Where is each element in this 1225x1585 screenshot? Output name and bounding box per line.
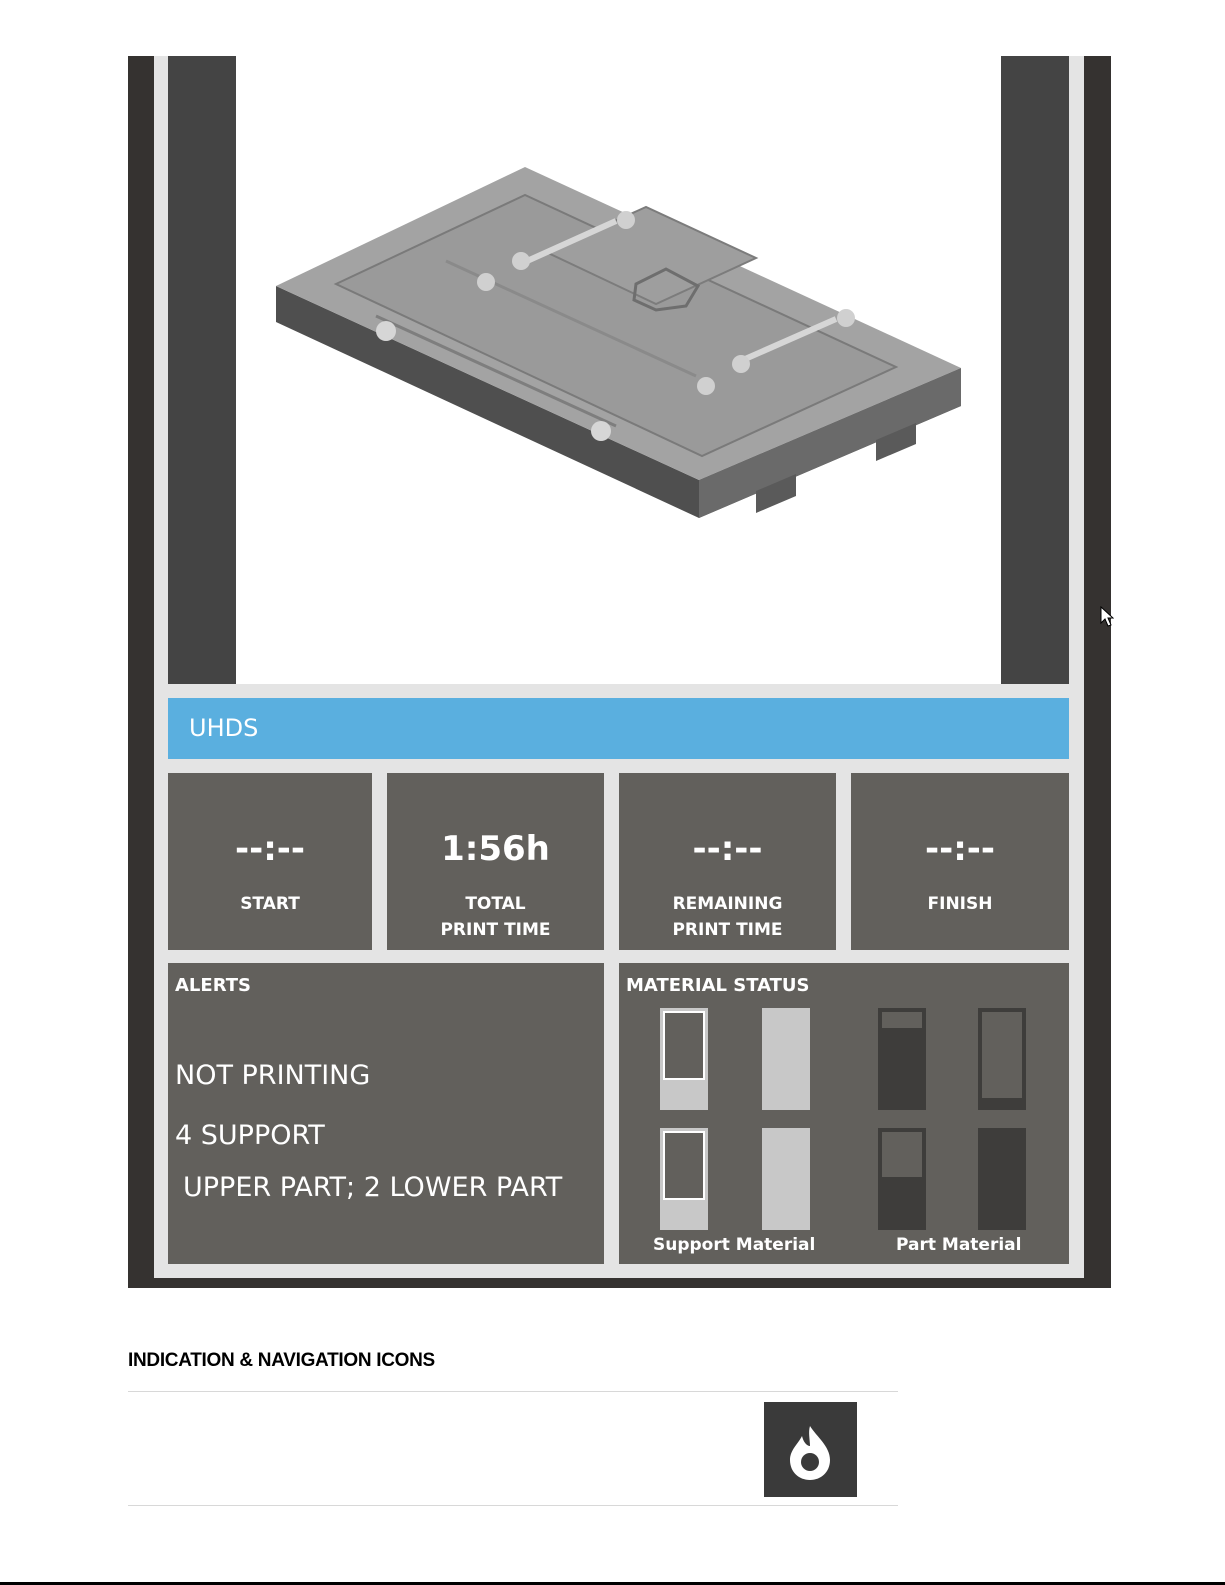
canister-empty-space — [663, 1011, 705, 1080]
total-print-time-label-line-2: PRINT TIME — [440, 920, 551, 940]
support-material-canister-gauge — [660, 1008, 708, 1110]
start-time-value: --:-- — [234, 829, 306, 869]
total-print-time-tile — [387, 773, 604, 950]
total-print-time-label — [387, 891, 604, 943]
support-material-label: Support Material — [653, 1235, 816, 1255]
section-heading: INDICATION & NAVIGATION ICONS — [128, 1350, 435, 1371]
part-material-canister-gauge — [878, 1008, 926, 1110]
total-print-time-label-line-1: TOTAL — [465, 894, 526, 914]
model-preview-canvas — [236, 56, 1001, 684]
part-material-canister-gauge — [978, 1008, 1026, 1110]
remaining-print-time-value: --:-- — [692, 829, 763, 869]
finish-time-value: --:-- — [924, 829, 996, 869]
finish-time-tile — [851, 773, 1069, 950]
canister-empty-space — [880, 1130, 924, 1179]
part-material-canister-gauge — [978, 1128, 1026, 1230]
material-status-panel — [619, 963, 1069, 1264]
remaining-print-time-label — [619, 891, 836, 943]
alerts-title: ALERTS — [175, 975, 251, 996]
job-name-bar: UHDS — [168, 698, 1069, 759]
part-material-label: Part Material — [896, 1235, 1022, 1255]
start-time-label — [168, 891, 372, 917]
model-preview — [168, 56, 1069, 684]
printer-display — [154, 56, 1084, 1278]
support-material-canister-gauge — [762, 1008, 810, 1110]
mouse-cursor-icon — [1100, 606, 1114, 628]
3d-part-render — [236, 56, 1001, 684]
canister-empty-space — [663, 1131, 705, 1200]
alert-line: UPPER PART; 2 LOWER PART — [183, 1172, 563, 1203]
remaining-print-time-tile — [619, 773, 836, 950]
finish-time-label — [851, 891, 1069, 917]
alert-line: NOT PRINTING — [175, 1060, 371, 1091]
finish-time-label-line: FINISH — [927, 894, 993, 914]
start-time-label-line: START — [240, 894, 300, 914]
remaining-print-time-label-line-2: PRINT TIME — [672, 920, 783, 940]
canister-empty-space — [880, 1010, 924, 1030]
flame-droplet-icon — [764, 1402, 857, 1497]
alerts-panel — [168, 963, 604, 1264]
support-material-canister-gauge — [762, 1128, 810, 1230]
alert-line: 4 SUPPORT — [175, 1120, 325, 1151]
divider — [128, 1391, 898, 1392]
remaining-print-time-label-line-1: REMAINING — [672, 894, 783, 914]
support-material-canister-gauge — [660, 1128, 708, 1230]
part-material-canister-gauge — [878, 1128, 926, 1230]
total-print-time-value: 1:56h — [441, 829, 550, 869]
canister-empty-space — [980, 1010, 1024, 1100]
divider — [128, 1505, 898, 1506]
start-time-tile — [168, 773, 372, 950]
material-status-title: MATERIAL STATUS — [626, 975, 810, 996]
printer-screen-frame — [128, 56, 1111, 1288]
icon-tile — [764, 1402, 857, 1497]
